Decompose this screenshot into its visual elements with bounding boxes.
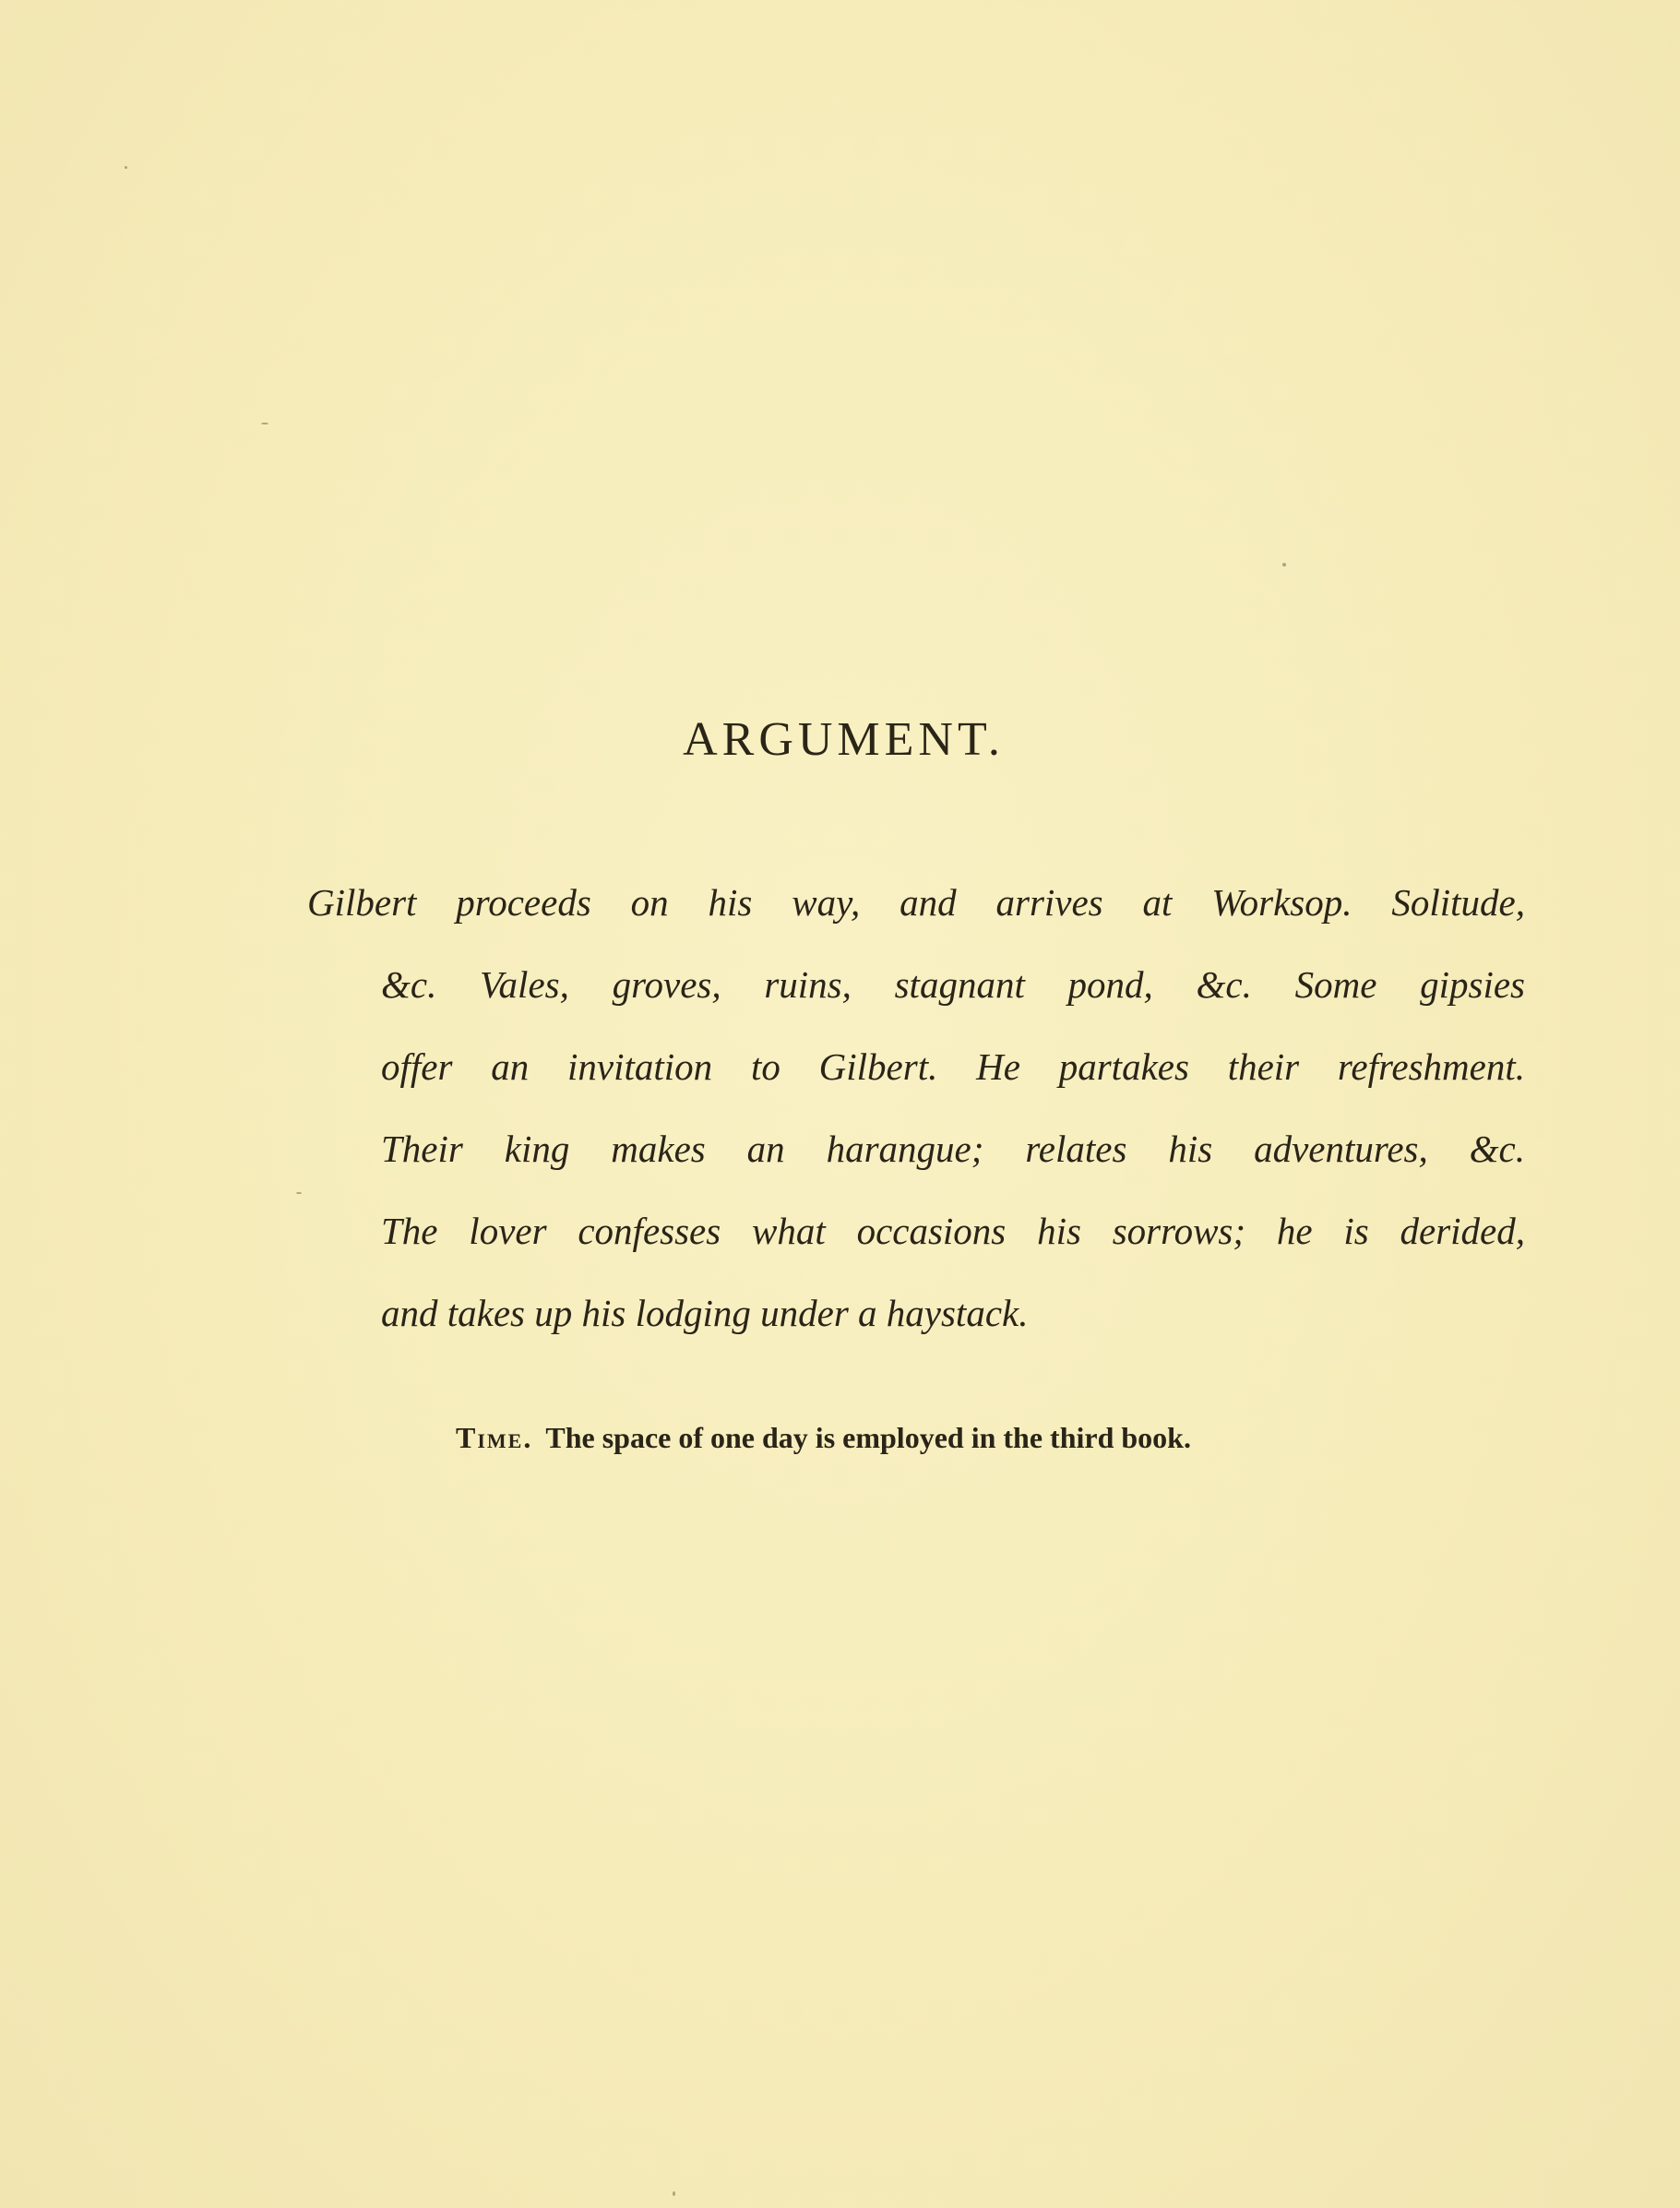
page-heading: ARGUMENT. bbox=[683, 713, 1005, 766]
paper-speck bbox=[261, 423, 268, 424]
argument-line: Gilbert proceeds on his way, and arrives at Worksop. Solitude, bbox=[307, 881, 1525, 924]
time-note-text: The space of one day is employed in the third book. bbox=[545, 1421, 1191, 1454]
argument-line: Their king makes an harangue; relates his adventures, &c. bbox=[381, 1128, 1525, 1170]
argument-paragraph bbox=[307, 875, 1525, 1367]
paper-speck bbox=[673, 2191, 675, 2196]
paper-speck bbox=[125, 166, 127, 169]
paper-speck bbox=[296, 1192, 302, 1194]
argument-line: and takes up his lodging under a haystack. bbox=[381, 1292, 1029, 1334]
bleed-through-impression bbox=[554, 794, 1199, 887]
argument-line: The lover confesses what occasions his sorrows; he is derided, bbox=[381, 1210, 1525, 1252]
time-note-label: Time. bbox=[456, 1421, 533, 1454]
paper-speck bbox=[1282, 563, 1286, 567]
bleed-through-impression-small bbox=[757, 1366, 1033, 1409]
time-note bbox=[456, 1421, 1378, 1455]
argument-line: &c. Vales, groves, ruins, stagnant pond, &c. Some gipsies bbox=[381, 963, 1525, 1006]
argument-line: offer an invitation to Gilbert. He partakes their refreshment. bbox=[381, 1045, 1525, 1088]
